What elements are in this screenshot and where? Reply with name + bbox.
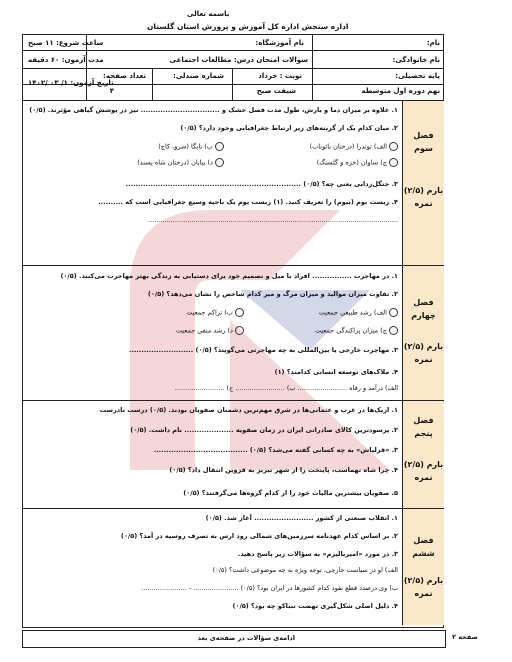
school-label: نام آموزشگاه: xyxy=(255,39,304,47)
option-3-2-d: د) بیابان (درختان شاه پسند) xyxy=(137,158,224,167)
question-3-2: ۲. میان کدام یک از گزینه‌های زیر ارتباط جغرافیایی وجود دارد؟ (۰/۵) xyxy=(180,124,398,132)
question-4-3: ۳. مهاجرت خارجی یا بین‌المللی به چه مهاجرتی می‌گویند؟ (۰/۵) .......................... xyxy=(129,346,398,354)
question-6-3-b: ب) وی درصدد قطع نفوذ کدام کشورها در ایران بود؟ (۰/۵) ...................... - ...................... xyxy=(141,584,398,592)
continue-note: ادامه‌ی سؤالات در صفحه‌ی بعد xyxy=(197,634,295,642)
grade-label: پایه تحصیلی: xyxy=(395,72,440,80)
question-6-3-a: الف) او در سیاست خارجی، توجه ویژه به چه موضوعی داشت؟ (۰/۵) xyxy=(212,566,398,574)
question-3-4: ۴. زیست بوم (بیوم) را تعریف کنید. (۱) زیست بوم یک ناحیه وسیع جغرافیایی است که .......... xyxy=(98,198,398,206)
answer-line-3-4: ......................................................................................................................... xyxy=(147,216,398,224)
start-time: ساعت شروع: ۱۱ صبح xyxy=(28,39,104,47)
grade-value: نهم دوره اول متوسطه xyxy=(361,87,440,95)
exam-date: تاریخ آزمون: ۱/ ۰۳ /۱۴۰۲ xyxy=(28,79,114,87)
organization-title: اداره سنجش اداره کل آموزش و پرورش استان گلستان xyxy=(147,22,349,31)
question-4-2: ۲. تفاوت میزان موالید و میزان مرگ و میر کدام شاخص را نشان می‌دهد؟ (۰/۵) xyxy=(147,290,398,298)
question-6-4: ۴. دلیل اصلی شکل‌گیری نهضت تنباکو چه بود؟ (۰/۵) xyxy=(232,602,398,610)
question-5-4: ۴. چرا شاه تهماسب، پایتخت را از شهر تبریز به قزوین انتقال داد؟ (۰/۵) xyxy=(169,466,398,474)
duration: مدت آزمون: ۶۰ دقیقه xyxy=(28,56,104,64)
section-6-title: فصل ششم xyxy=(412,536,435,558)
section-4-panel xyxy=(402,266,444,400)
pages-value: ۴ xyxy=(109,87,114,95)
option-3-2-b: ب) تایگا (سرو، کاج) xyxy=(158,142,224,151)
section-3-title: فصل سوم xyxy=(413,131,434,153)
question-5-1: ۱. ازبک‌ها در غرب و عثمانی‌ها در شرق مهم‌ترین دشمنان صفویان بودند. (۰/۵) درست نادرست xyxy=(99,406,398,414)
answer-4-4: الف) درآمد و رفاه ........................ ب) ........................ ج) ........................ xyxy=(174,384,398,392)
question-5-5: ۵. صفویان بیشترین مالیات خود را از کدام گروه‌ها می‌گرفتند؟ (۰/۵) xyxy=(183,489,398,497)
question-5-3: ۳. «قزلباش» به چه کسانی گفته می‌شد؟ (۰/۵) ...................................... xyxy=(153,446,398,454)
pages-label: تعداد صفحه: xyxy=(103,72,146,80)
option-3-2-a: الف) توندرا (درختان بائوباب) xyxy=(310,142,398,151)
question-3-3: ۳. جنگل‌زدایی یعنی چه؟ (۰/۵) ....................................................................... xyxy=(125,180,398,188)
option-4-2-a: الف) رشد طبیعی جمعیت xyxy=(319,308,398,317)
option-3-2-c: ج) ساوان (خزه و گلسنگ) xyxy=(317,158,398,167)
exam-sheet xyxy=(22,10,444,628)
bismillah: باسمه تعالی xyxy=(187,10,230,18)
question-3-1: ۱. علاوه بر میزان دما و بارش، طول مدت فصل خشک و ................................ نیز در پوشش گیاهی مؤثرند. (۰/۵) xyxy=(29,106,398,114)
name-label: نام: xyxy=(426,39,440,47)
footer-bar xyxy=(22,630,446,648)
section-5-score: بارم (۲/۵) نمره xyxy=(403,460,444,482)
seat-label: شماره صندلی: xyxy=(173,72,224,80)
option-4-2-b: ب) تراکم جمعیت xyxy=(186,308,244,317)
option-4-2-d: د) رشد منفی جمعیت xyxy=(176,326,244,335)
question-4-1: ۱. در مهاجرت ................ افراد با میل و تصمیم خود برای دستیابی به زندگی بهتر مهاجرت می‌کنند. (۰/۵) xyxy=(60,272,398,280)
family-label: نام خانوادگی: xyxy=(392,56,440,64)
section-6-panel xyxy=(402,509,444,625)
question-6-1: ۱. انقلاب صنعتی از کشور ........................ آغاز شد. (۰/۵) xyxy=(205,514,398,522)
question-4-4: ۴. ملاک‌های توسعه انسانی کدامند؟ (۱) xyxy=(274,368,398,376)
section-6-score: بارم (۲/۵) نمره xyxy=(403,576,444,598)
session-label: نوبت : خرداد xyxy=(258,72,302,80)
option-4-2-c: ج) میزان پراکندگی جمعیت xyxy=(315,326,398,335)
question-6-2: ۲. بر اساس کدام عهدنامه سرزمین‌های شمالی رود ارس به تصرف روسیه در آمد؟ (۰/۵) xyxy=(120,532,398,540)
section-5-title: فصل پنجم xyxy=(413,416,434,438)
section-3-score: بارم (۲/۵) نمره xyxy=(403,186,444,208)
shift-label: شیفت صبح xyxy=(256,87,296,95)
page-number: صفحه ۲ xyxy=(452,633,478,641)
subject-label: سوالات امتحان درس: مطالعات اجتماعی xyxy=(169,56,308,64)
section-4-title: فصل چهارم xyxy=(411,298,436,320)
question-5-2: ۲. پرسودترین کالای صادراتی ایران در زمان صفویه .................... نام داشت. (۰/۵) xyxy=(130,426,398,434)
question-6-3: ۳. در مورد «امپریالیزم» به سؤالات زیر پاسخ دهید. xyxy=(237,550,398,558)
section-4-score: بارم (۲/۵) نمره xyxy=(403,342,444,364)
section-3-panel xyxy=(402,101,444,265)
